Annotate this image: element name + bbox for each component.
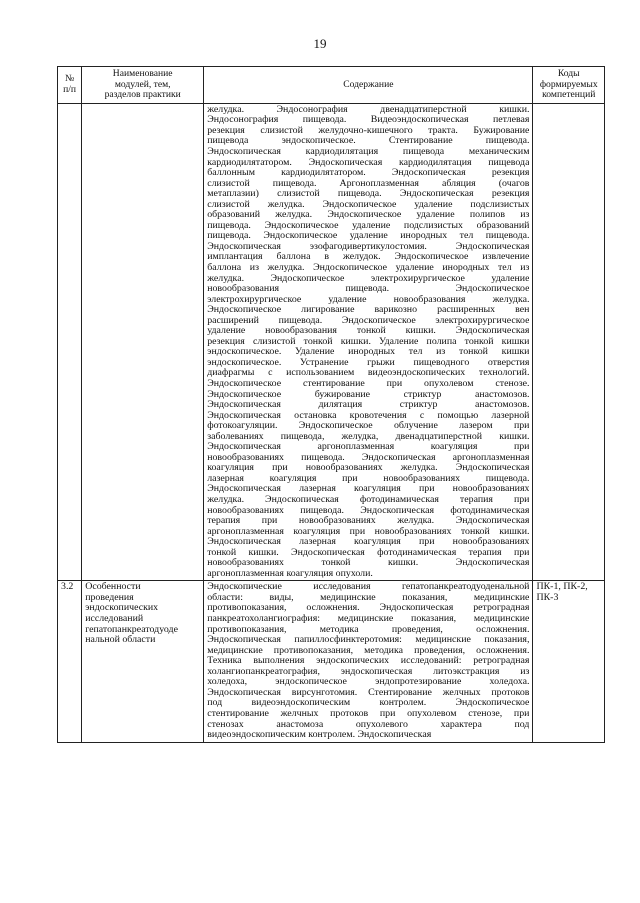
- text-line: удаление новообразования тонкой кишки. Эндоскопическая: [207, 326, 530, 337]
- text-line: противопоказания, методика проведения, осложнения.: [207, 624, 530, 635]
- text-line: лазерная коагуляция при новообразованиях пищевода.: [207, 473, 530, 484]
- text-line: эндоскопическое. Устранение грыжи пищеводного отверстия: [207, 357, 530, 368]
- text-line: области: виды, медицинские показания, медицинские: [207, 592, 530, 603]
- text-line: заболеваниях пищевода, желудка, двенадцатиперстной кишки.: [207, 431, 530, 442]
- header-num-line: №: [65, 73, 75, 85]
- text-line: Эндоскопическая лазерная коагуляция при новообразованиях: [207, 537, 530, 548]
- text-line: резекция слизистой тонкой кишки. Удаление полипа тонкой кишки: [207, 336, 530, 347]
- text-line: Эндоскопическое лигирование варикозно расширенных вен: [207, 305, 530, 316]
- text-line: метаплазии) слизистой пищевода. Эндоскопическая резекция: [207, 189, 530, 200]
- row-content-cell: [204, 103, 533, 581]
- text-line: Эндоскопические исследования гепатопанкреатодуоденальной: [207, 582, 530, 593]
- text-line: фотокоагуляции. Эндоскопическое облучение лазером при: [207, 421, 530, 432]
- text-line: тонкой кишки. Эндоскопическая фотодинамическая терапия при: [207, 547, 530, 558]
- text-line: ПК-3: [536, 591, 559, 603]
- text-line: резекция слизистой желудочно-кишечного тракта. Бужирование: [207, 125, 530, 136]
- text-line: стентирование желчных протоков при опухолевом стенозе, при: [207, 708, 530, 719]
- text-line: исследований: [85, 613, 144, 625]
- header-name: [82, 67, 204, 104]
- text-line: Техника выполнения эндоскопических исследований: ретроградная: [207, 656, 530, 667]
- text-line: пищевода. Эндоскопическое удаление подслизистых образований: [207, 220, 530, 231]
- row-codes-cell: [533, 581, 605, 742]
- text-line: Эндоскопическая аргоноплазменная коагуляция при: [207, 442, 530, 453]
- text-line: эндоскопических: [85, 602, 159, 614]
- header-codes-line: компетенций: [542, 89, 596, 101]
- row-codes-cell: [533, 103, 605, 581]
- text-line: эндоскопическое. Удаление инородных тел из тонкой кишки: [207, 347, 530, 358]
- header-name-line: разделов практики: [104, 89, 181, 101]
- text-line: новообразованиях тонкой кишки. Эндоскопическая: [207, 558, 530, 569]
- row-num-cell: 3.2: [58, 581, 82, 742]
- text-line: под видеоэндоскопическим контролем. Эндоскопическое: [207, 698, 530, 709]
- row-name-cell: [82, 581, 204, 742]
- text-line: Эндоскопическое бужирование стриктур анастомозов.: [207, 389, 530, 400]
- text-line: нальной области: [85, 634, 156, 646]
- text-line: проведения: [85, 591, 134, 603]
- header-codes-line: Коды: [557, 68, 580, 79]
- text-line: Эндоскопическая эзофагодивертикулостомия. Эндоскопическая: [207, 241, 530, 252]
- text-line: баллонным кардиодилятатором. Эндоскопическая резекция: [207, 168, 530, 179]
- text-line: желудка. Эндоскопическое электрохирургическое удаление: [207, 273, 530, 284]
- text-line: пищевода. Эндоскопическое удаление инородных тел пищевода.: [207, 231, 530, 242]
- header-codes: [533, 67, 605, 104]
- text-line: Эндоскопическая дилятация стриктур анастомозов.: [207, 400, 530, 411]
- text-line: новообразования пищевода. Эндоскопическое: [207, 284, 530, 295]
- text-line: коагуляция при новообразованиях желудка. Эндоскопическая: [207, 463, 530, 474]
- text-line: стенозах анастомоза опухолевого характера под: [207, 719, 530, 730]
- table-row: [58, 103, 605, 581]
- text-line: противопоказания, осложнения. Эндоскопическая ретроградная: [207, 603, 530, 614]
- header-content: Содержание: [204, 67, 533, 104]
- text-line: Эндоскопическая кардиодилятация пищевода механическим: [207, 146, 530, 157]
- table-row: [58, 581, 605, 742]
- text-line: имплантация баллона в желудок. Эндоскопическое извлечение: [207, 252, 530, 263]
- text-line: гепатопанкреатодуоде: [85, 623, 178, 635]
- text-line: новообразованиях пищевода. Эндоскопическая аргоноплазменная: [207, 452, 530, 463]
- text-line: Эндоскопическая лазерная коагуляция при новообразованиях: [207, 484, 530, 495]
- text-line: кардиодилятатором. Эндоскопическая кардиодилятация пищевода: [207, 157, 530, 168]
- text-line: электрохирургическое удаление новообразования желудка.: [207, 294, 530, 305]
- text-line: Эндосонография пищевода. Видеоэндоскопическая петлевая: [207, 115, 530, 126]
- text-line: аргоноплазменная коагуляция опухоли.: [207, 568, 373, 579]
- header-name-line: Наименование: [112, 68, 173, 79]
- text-line: терапия при новообразованиях желудка. Эндоскопическая: [207, 516, 530, 527]
- text-line: ПК-1, ПК-2,: [536, 581, 588, 593]
- text-line: холангиопанкреатография, эндоскопическая литоэкстракция из: [207, 666, 530, 677]
- text-line: панкреатохолангиография: медицинские показания, медицинские: [207, 614, 530, 625]
- practice-content-table: [57, 66, 605, 743]
- table-header-row: [58, 67, 605, 104]
- row-name-cell: [82, 103, 204, 581]
- header-num: [58, 67, 82, 104]
- row-content-cell: [204, 581, 533, 742]
- text-line: видеоэндоскопическим контролем. Эндоскопическая: [207, 730, 432, 741]
- page-number: 19: [313, 36, 327, 51]
- text-line: желудка. Эндоскопическая фотодинамическая терапия при: [207, 495, 530, 506]
- text-line: Эндоскопическая вирсунготомия. Стентирование желчных протоков: [207, 687, 530, 698]
- text-line: слизистой пищевода. Аргоноплазменная абляция (очагов: [207, 178, 530, 189]
- text-line: баллона из желудка. Эндоскопическое удаление инородных тел из: [207, 262, 530, 273]
- header-num-line: п/п: [63, 83, 77, 95]
- text-line: Особенности: [85, 581, 141, 593]
- header-name-line: модулей, тем,: [114, 78, 171, 90]
- text-line: медицинские противопоказания, методика проведения, осложнения.: [207, 645, 530, 656]
- text-line: образований желудка. Эндоскопическое удаление полипов из: [207, 210, 530, 221]
- text-line: холедоха, эндоскопическое эндопротезирование холедоха.: [207, 677, 530, 688]
- text-line: Эндоскопическое стентирование при опухолевом стенозе.: [207, 379, 530, 389]
- text-line: пищевода эндоскопическое. Стентирование пищевода.: [207, 136, 530, 147]
- text-line: расширений пищевода. Эндоскопическое электрохирургическое: [207, 315, 530, 326]
- text-line: Эндоскопическая остановка кровотечения с помощью лазерной: [207, 410, 530, 421]
- header-codes-line: формируемых: [539, 78, 598, 90]
- text-line: диафрагмы с использованием видеоэндоскопических технологий.: [207, 368, 530, 379]
- text-line: желудка. Эндосонография двенадцатиперстной кишки.: [207, 104, 530, 115]
- text-line: аргоноплазменная коагуляция при новообразованиях тонкой кишки.: [207, 526, 530, 537]
- text-line: Эндоскопическая папиллосфинктеротомия: медицинские показания,: [207, 635, 530, 646]
- text-line: новообразованиях пищевода. Эндоскопическая фотодинамическая: [207, 505, 530, 516]
- row-num-cell: [58, 103, 82, 581]
- text-line: слизистой желудка. Эндоскопическое удаление подслизистых: [207, 199, 530, 210]
